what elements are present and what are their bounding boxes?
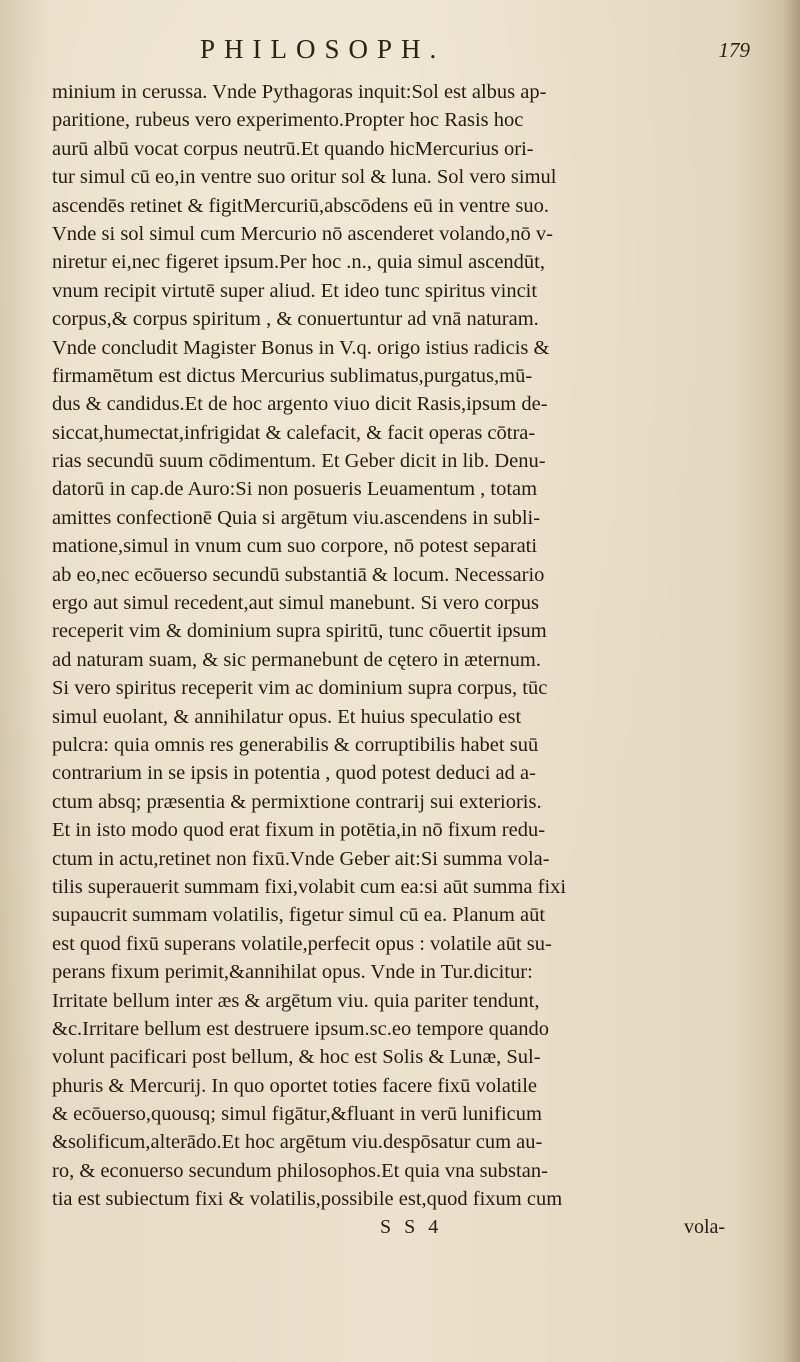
text-line: supaucrit summam volatilis, figetur simul cū ea. Planum aūt	[52, 904, 546, 927]
text-line: &solificum,alterādo.Et hoc argētum viu.despōsatur cum au-	[52, 1131, 543, 1154]
text-line: & ecōuerso,quousq; simul figātur,&fluant in verū lunificum	[52, 1103, 542, 1126]
text-line: ad naturam suam, & sic permanebunt de cętero in æternum.	[52, 648, 541, 671]
text-line: amittes confectionē Quia si argētum viu.ascendens in subli-	[52, 506, 541, 529]
text-line: ab eo,nec ecōuerso secundū substantiā & locum. Necessario	[52, 563, 545, 586]
text-line: ctum absq; præsentia & permixtione contrarij sui exterioris.	[52, 790, 542, 813]
text-line: phuris & Mercurij. In quo oportet toties facere fixū volatile	[52, 1074, 538, 1097]
text-line: Si vero spiritus receperit vim ac dominium supra corpus, tūc	[52, 677, 548, 700]
text-line: vnum recipit virtutē super aliud. Et ideo tunc spiritus vincit	[52, 279, 538, 302]
text-line: datorū in cap.de Auro:Si non posueris Leuamentum , totam	[52, 478, 538, 501]
text-line: aurū albū vocat corpus neutrū.Et quando hicMercurius ori-	[52, 137, 534, 160]
text-line: receperit vim & dominium supra spiritū, tunc cōuertit ipsum	[52, 620, 547, 643]
text-line: dus & candidus.Et de hoc argento viuo dicit Rasis,ipsum de-	[52, 393, 548, 416]
text-line: ro, & econuerso secundum philosophos.Et quia vna substan-	[52, 1159, 548, 1182]
text-line: rias secundū suum cōdimentum. Et Geber dicit in lib. Denu-	[52, 450, 546, 473]
running-head: PHILOSOPH.	[200, 34, 446, 64]
text-line: volunt pacificari post bellum, & hoc est Solis & Lunæ, Sul-	[52, 1046, 541, 1069]
text-line: tilis superauerit summam fixi,volabit cum ea:si aūt summa fixi	[52, 875, 567, 898]
page-number: 179	[718, 38, 750, 62]
text-line: tur simul cū eo,in ventre suo oritur sol & luna. Sol vero simul	[52, 166, 557, 189]
text-line: ctum in actu,retinet non fixū.Vnde Geber ait:Si summa vola-	[52, 847, 550, 870]
text-line: matione,simul in vnum cum suo corpore, nō potest separati	[52, 535, 538, 558]
text-line: est quod fixū superans volatile,perfecit opus : volatile aūt su-	[52, 932, 552, 955]
text-line: Vnde concludit Magister Bonus in V.q. origo istius radicis &	[52, 336, 550, 359]
page-edge-shadow	[782, 0, 800, 1362]
text-line: siccat,humectat,infrigidat & calefacit, & facit operas cōtra-	[52, 421, 536, 444]
text-line: firmamētum est dictus Mercurius sublimatus,purgatus,mū-	[52, 364, 533, 387]
text-line: tia est subiectum fixi & volatilis,possibile est,quod fixum cum	[52, 1188, 563, 1211]
text-line: minium in cerussa. Vnde Pythagoras inquit:Sol est albus ap-	[52, 81, 547, 103]
signature-mark: S S 4	[380, 1216, 443, 1238]
text-line: simul euolant, & annihilatur opus. Et huius speculatio est	[52, 705, 522, 728]
page-header	[70, 34, 750, 74]
body-text	[52, 78, 752, 1214]
text-line: paritione, rubeus vero experimento.Propter hoc Rasis hoc	[52, 109, 524, 132]
text-line: &c.Irritare bellum est destruere ipsum.sc.eo tempore quando	[52, 1017, 549, 1040]
catchword: vola-	[684, 1216, 726, 1238]
text-line: contrarium in se ipsis in potentia , quod potest deduci ad a-	[52, 762, 536, 785]
text-line: Irritate bellum inter æs & argētum viu. quia pariter tendunt,	[52, 989, 540, 1012]
text-line: perans fixum perimit,&annihilat opus. Vnde in Tur.dicitur:	[52, 961, 533, 984]
text-line: ergo aut simul recedent,aut simul manebunt. Si vero corpus	[52, 592, 539, 615]
text-line: corpus,& corpus spiritum , & conuertuntur ad vnā naturam.	[52, 308, 539, 331]
text-line: niretur ei,nec figeret ipsum.Per hoc .n., quia simul ascendūt,	[52, 251, 546, 274]
text-line: ascendēs retinet & figitMercuriū,abscōdens eū in ventre suo.	[52, 194, 549, 217]
text-line: Et in isto modo quod erat fixum in potētia,in nō fixum redu-	[52, 819, 546, 842]
text-line: pulcra: quia omnis res generabilis & corruptibilis habet suū	[52, 733, 539, 756]
text-line: Vnde si sol simul cum Mercurio nō ascenderet volando,nō v-	[52, 222, 553, 245]
